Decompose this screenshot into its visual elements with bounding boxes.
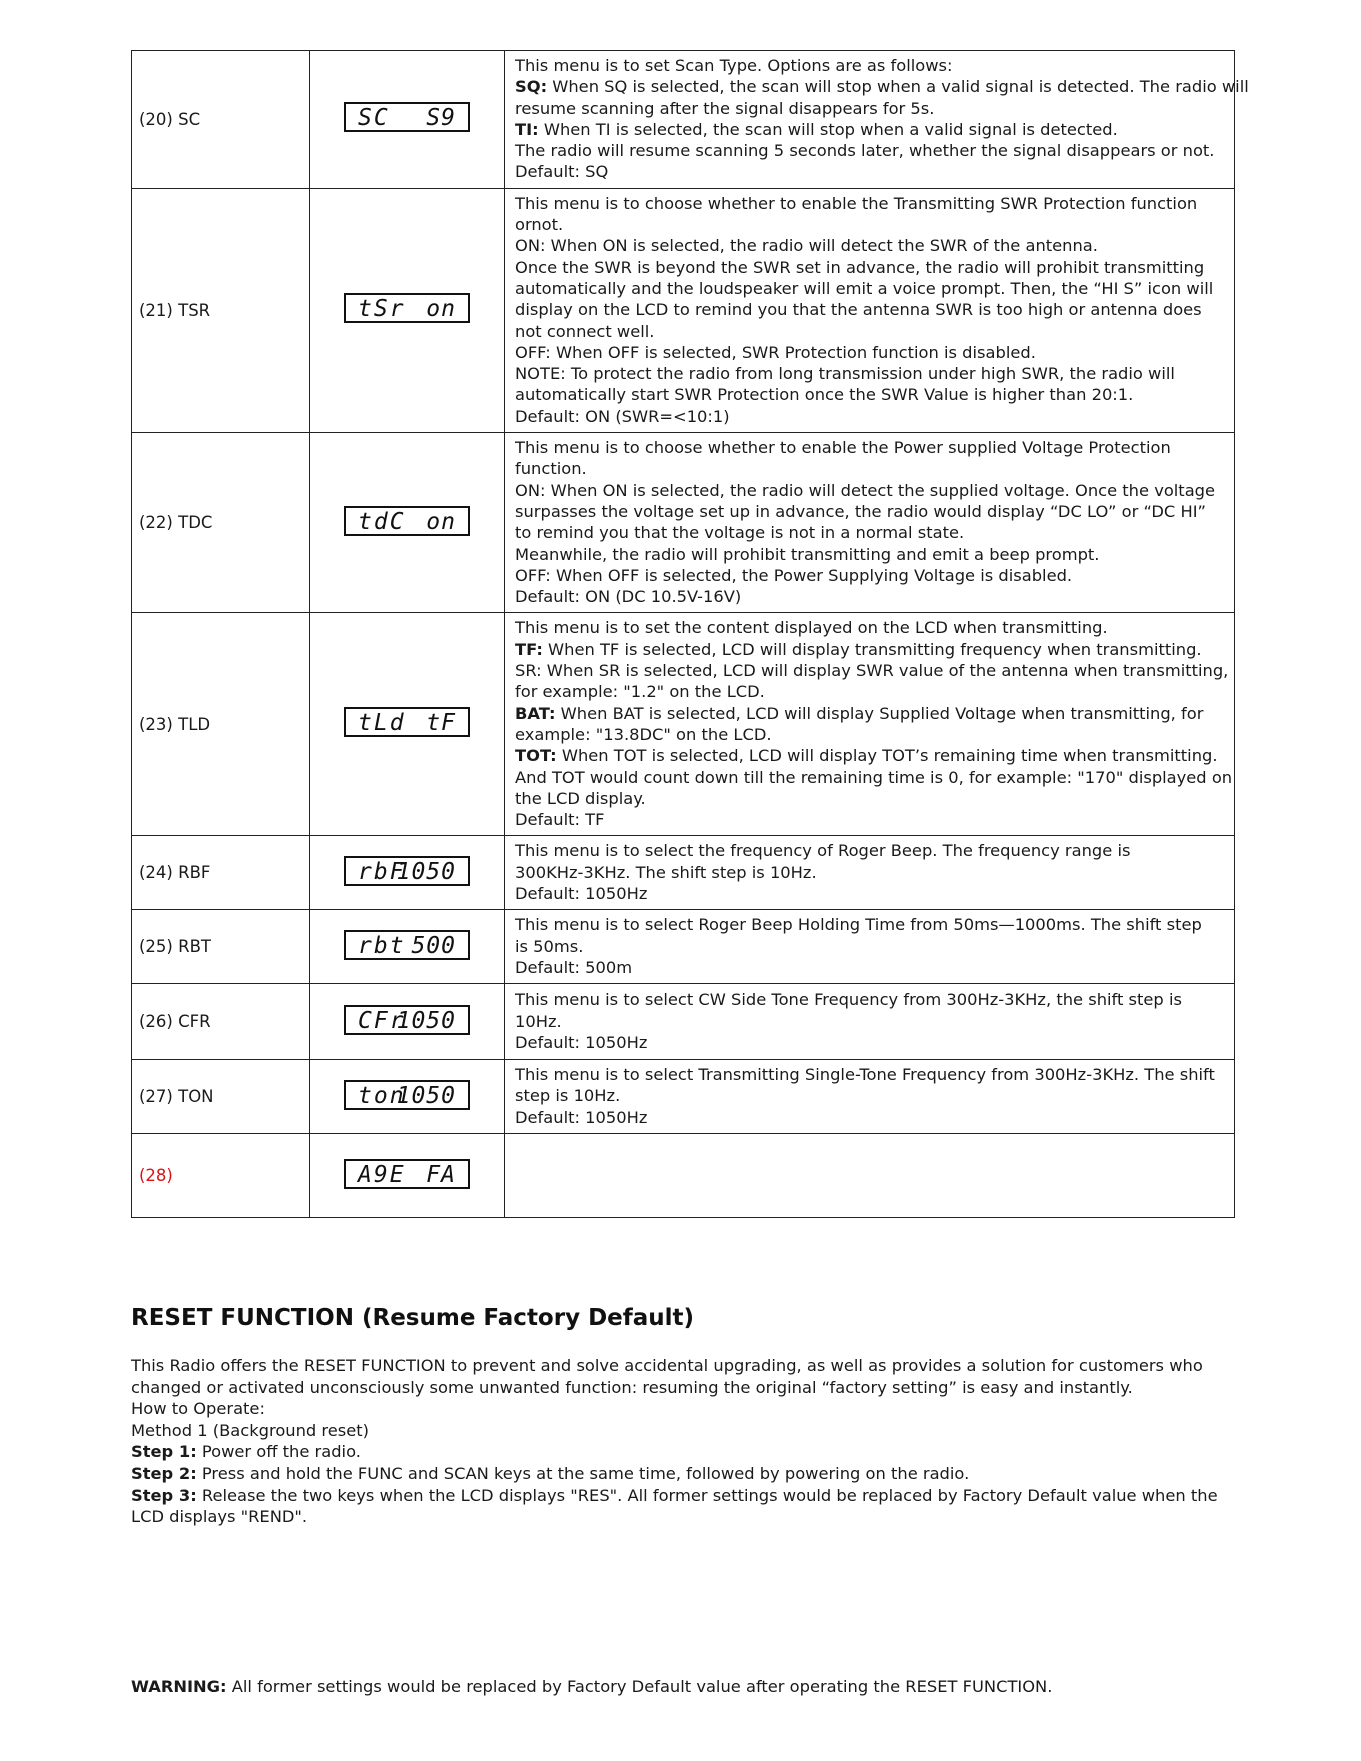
lcd-display	[344, 102, 470, 132]
menu-item-name: (20) SC	[132, 51, 310, 189]
description-text: When SQ is selected, the scan will stop when a valid signal is detected. The radio will	[547, 77, 1249, 97]
lcd-display-cell	[310, 910, 505, 984]
description-line	[515, 617, 1226, 638]
lcd-display-cell	[310, 1134, 505, 1218]
menu-description	[505, 984, 1235, 1060]
menu-row	[132, 1134, 1235, 1218]
description-text: to remind you that the voltage is not in a normal state.	[515, 523, 965, 543]
lcd-display-cell	[310, 984, 505, 1060]
lcd-display-cell	[310, 433, 505, 613]
description-line	[515, 235, 1226, 256]
description-text: automatically and the loudspeaker will emit a voice prompt. Then, the “HI S” icon will	[515, 278, 1214, 298]
description-text: the LCD display.	[515, 788, 646, 808]
description-text: is 50ms.	[515, 936, 584, 956]
description-text: This menu is to select Roger Beep Holding Time from 50ms—1000ms. The shift step	[515, 915, 1202, 935]
lcd-right-text: 500	[411, 932, 456, 959]
menu-description	[505, 433, 1235, 613]
description-text: resume scanning after the signal disappears for 5s.	[515, 98, 935, 118]
description-line	[515, 681, 1226, 702]
description-line	[515, 119, 1226, 140]
lcd-right-text: 1050	[396, 1007, 456, 1034]
description-line	[515, 745, 1226, 766]
lcd-right-text: tF	[426, 710, 456, 737]
reset-step	[131, 1441, 1241, 1463]
description-text: 300KHz-3KHz. The shift step is 10Hz.	[515, 862, 817, 882]
description-line	[515, 342, 1226, 363]
lcd-display-cell	[310, 613, 505, 836]
description-line	[515, 321, 1226, 342]
reset-text-line	[131, 1506, 1241, 1528]
lcd-right-text: S9	[426, 105, 456, 132]
description-text: When TF is selected, LCD will display transmitting frequency when transmitting.	[542, 639, 1202, 659]
description-text: This menu is to set Scan Type. Options are as follows:	[515, 56, 953, 75]
lcd-display	[344, 707, 470, 737]
warning-text: All former settings would be replaced by Factory Default value after operating the RESET FUNCTION.	[226, 1677, 1053, 1696]
menu-item-name: (21) TSR	[132, 188, 310, 432]
description-line	[515, 140, 1226, 161]
lcd-left-text: tSr	[358, 296, 406, 323]
description-line	[515, 586, 1226, 607]
description-text: This menu is to select CW Side Tone Frequency from 300Hz-3KHz, the shift step is	[515, 990, 1182, 1010]
description-line	[515, 437, 1226, 458]
description-line	[515, 840, 1226, 861]
reset-text-line	[131, 1420, 1241, 1442]
menu-item-name: (22) TDC	[132, 433, 310, 613]
lcd-left-text: rbt	[358, 932, 406, 959]
description-line	[515, 480, 1226, 501]
menu-description	[505, 51, 1249, 189]
menu-description	[505, 613, 1235, 836]
lcd-right-text: 1050	[396, 1082, 456, 1109]
menu-description	[505, 1060, 1235, 1134]
menu-item-name: (26) CFR	[132, 984, 310, 1060]
option-key: TI:	[515, 119, 539, 139]
description-text: When TOT is selected, LCD will display TOT’s remaining time when transmitting.	[556, 746, 1218, 766]
description-text: display on the LCD to remind you that the antenna SWR is too high or antenna does	[515, 300, 1202, 320]
lcd-left-text: CFr	[358, 1007, 406, 1034]
description-line	[515, 809, 1226, 830]
description-text: not connect well.	[515, 321, 655, 341]
description-text: This menu is to select Transmitting Single-Tone Frequency from 300Hz-3KHz. The shift	[515, 1065, 1215, 1085]
description-line	[515, 703, 1226, 724]
menu-description	[505, 1134, 1235, 1218]
option-key: SQ:	[515, 77, 548, 97]
reset-step	[131, 1463, 1241, 1485]
menu-item-name: (23) TLD	[132, 613, 310, 836]
menu-row	[132, 910, 1235, 984]
description-line	[515, 914, 1226, 935]
description-text: function.	[515, 459, 587, 479]
description-line	[515, 278, 1226, 299]
description-line	[515, 565, 1226, 586]
lcd-display	[344, 1159, 470, 1189]
lcd-display	[344, 856, 470, 886]
description-line	[515, 544, 1226, 565]
description-line	[515, 639, 1226, 660]
description-text: When TI is selected, the scan will stop when a valid signal is detected.	[538, 119, 1118, 139]
reset-text: How to Operate:	[131, 1399, 265, 1419]
lcd-left-text: SC	[358, 105, 390, 132]
description-line	[515, 522, 1226, 543]
lcd-display	[344, 1080, 470, 1110]
description-line	[515, 1085, 1226, 1106]
description-text: Default: 1050Hz	[515, 1107, 648, 1127]
description-line	[515, 1107, 1226, 1128]
menu-row	[132, 613, 1235, 836]
description-line	[515, 299, 1226, 320]
menu-row	[132, 433, 1235, 613]
description-line	[515, 1011, 1226, 1032]
lcd-left-text: A9E	[358, 1161, 406, 1188]
description-text: This menu is to select the frequency of Roger Beep. The frequency range is	[515, 841, 1131, 861]
description-text: ON: When ON is selected, the radio will detect the supplied voltage. Once the voltage	[515, 480, 1216, 500]
menu-item-name: (24) RBF	[132, 836, 310, 910]
lcd-left-text: tdC	[358, 508, 406, 535]
description-line	[515, 161, 1226, 182]
lcd-right-text: on	[426, 296, 456, 323]
description-text: This menu is to choose whether to enable the Transmitting SWR Protection function	[515, 193, 1198, 213]
description-text: ON: When ON is selected, the radio will detect the SWR of the antenna.	[515, 236, 1098, 256]
description-text: And TOT would count down till the remaining time is 0, for example: "170" displayed on	[515, 767, 1233, 787]
warning-note	[131, 1677, 1052, 1696]
description-text: When BAT is selected, LCD will display Supplied Voltage when transmitting, for	[555, 703, 1204, 723]
menu-item-name: (25) RBT	[132, 910, 310, 984]
step-label: Step 2:	[131, 1463, 197, 1483]
description-text: This menu is to choose whether to enable the Power supplied Voltage Protection	[515, 438, 1171, 458]
menu-description	[505, 188, 1235, 432]
lcd-display-cell	[310, 51, 505, 189]
reset-text: changed or activated unconsciously some unwanted function: resuming the original “factory setting” is easy and instantly.	[131, 1377, 1133, 1397]
description-text: The radio will resume scanning 5 seconds later, whether the signal disappears or not.	[515, 141, 1215, 161]
description-line	[515, 1032, 1226, 1053]
reset-text-line	[131, 1377, 1241, 1399]
description-text: Default: 500m	[515, 957, 633, 977]
description-text: Default: TF	[515, 810, 605, 830]
menu-item-name: (27) TON	[132, 1060, 310, 1134]
reset-text: Release the two keys when the LCD displays "RES". All former settings would be replaced by Factory Default value when the	[196, 1485, 1218, 1505]
description-text: for example: "1.2" on the LCD.	[515, 682, 765, 702]
description-text: Default: ON (DC 10.5V-16V)	[515, 587, 742, 607]
reset-text-line	[131, 1355, 1241, 1377]
option-key: BAT:	[515, 703, 556, 723]
menu-settings-table	[131, 50, 1249, 1218]
description-line	[515, 193, 1226, 214]
description-text: Meanwhile, the radio will prohibit transmitting and emit a beep prompt.	[515, 544, 1100, 564]
description-line	[515, 214, 1226, 235]
description-line	[515, 257, 1226, 278]
reset-instructions	[131, 1355, 1241, 1528]
menu-row	[132, 1060, 1235, 1134]
lcd-display	[344, 930, 470, 960]
lcd-right-text: FA	[426, 1161, 456, 1188]
description-text: Default: ON (SWR=<10:1)	[515, 406, 730, 426]
lcd-display-cell	[310, 836, 505, 910]
lcd-right-text: on	[426, 508, 456, 535]
description-text: Default: 1050Hz	[515, 1032, 648, 1052]
description-line	[515, 55, 1226, 76]
option-key: TOT:	[515, 746, 557, 766]
description-line	[515, 363, 1226, 384]
description-text: NOTE: To protect the radio from long transmission under high SWR, the radio will	[515, 364, 1175, 384]
description-line	[515, 76, 1249, 97]
description-text: OFF: When OFF is selected, SWR Protection function is disabled.	[515, 342, 1036, 362]
description-line	[515, 989, 1226, 1010]
description-text: step is 10Hz.	[515, 1086, 621, 1106]
description-line	[515, 458, 1226, 479]
description-line	[515, 862, 1226, 883]
reset-step	[131, 1485, 1241, 1507]
lcd-left-text: ton	[358, 1082, 406, 1109]
description-line	[515, 406, 1226, 427]
description-line	[515, 883, 1226, 904]
lcd-display	[344, 1005, 470, 1035]
menu-description	[505, 836, 1235, 910]
option-key: TF:	[515, 639, 543, 659]
reset-text: Press and hold the FUNC and SCAN keys at the same time, followed by powering on the radio.	[196, 1463, 970, 1483]
description-text: Default: SQ	[515, 162, 609, 182]
description-text: Once the SWR is beyond the SWR set in advance, the radio will prohibit transmitting	[515, 257, 1205, 277]
lcd-display-cell	[310, 1060, 505, 1134]
lcd-display	[344, 293, 470, 323]
lcd-left-text: rbF	[358, 858, 406, 885]
menu-row	[132, 836, 1235, 910]
reset-text: LCD displays "REND".	[131, 1507, 308, 1527]
lcd-display-cell	[310, 188, 505, 432]
description-line	[515, 724, 1226, 745]
description-text: example: "13.8DC" on the LCD.	[515, 724, 772, 744]
menu-row	[132, 188, 1235, 432]
description-text: automatically start SWR Protection once the SWR Value is higher than 20:1.	[515, 385, 1134, 405]
menu-row	[132, 984, 1235, 1060]
description-line	[515, 1064, 1226, 1085]
reset-text: This Radio offers the RESET FUNCTION to prevent and solve accidental upgrading, as well as provides a solution for customers who	[131, 1356, 1203, 1375]
menu-item-name: (28)	[132, 1134, 310, 1218]
description-text: SR: When SR is selected, LCD will display SWR value of the antenna when transmitting,	[515, 661, 1229, 681]
step-label: Step 3:	[131, 1485, 197, 1505]
step-label: Step 1:	[131, 1442, 197, 1462]
menu-description	[505, 910, 1235, 984]
lcd-right-text: 1050	[396, 858, 456, 885]
description-line	[515, 788, 1226, 809]
description-text: This menu is to set the content displayed on the LCD when transmitting.	[515, 618, 1108, 638]
description-text: Default: 1050Hz	[515, 883, 648, 903]
reset-text: Power off the radio.	[196, 1442, 361, 1462]
description-line	[515, 660, 1229, 681]
reset-heading: RESET FUNCTION (Resume Factory Default)	[131, 1305, 695, 1331]
description-line	[515, 98, 1226, 119]
warning-label: WARNING:	[131, 1677, 227, 1696]
description-line	[515, 936, 1226, 957]
lcd-left-text: tLd	[358, 710, 406, 737]
description-text: OFF: When OFF is selected, the Power Supplying Voltage is disabled.	[515, 565, 1073, 585]
description-line	[515, 767, 1233, 788]
lcd-display	[344, 506, 470, 536]
description-text: ornot.	[515, 215, 564, 235]
menu-row	[132, 51, 1235, 189]
description-text: surpasses the voltage set up in advance, the radio would display “DC LO” or “DC HI”	[515, 501, 1206, 521]
reset-text-line	[131, 1398, 1241, 1420]
description-text: 10Hz.	[515, 1011, 562, 1031]
reset-text: Method 1 (Background reset)	[131, 1420, 370, 1440]
description-line	[515, 957, 1226, 978]
description-line	[515, 501, 1226, 522]
description-line	[515, 384, 1226, 405]
